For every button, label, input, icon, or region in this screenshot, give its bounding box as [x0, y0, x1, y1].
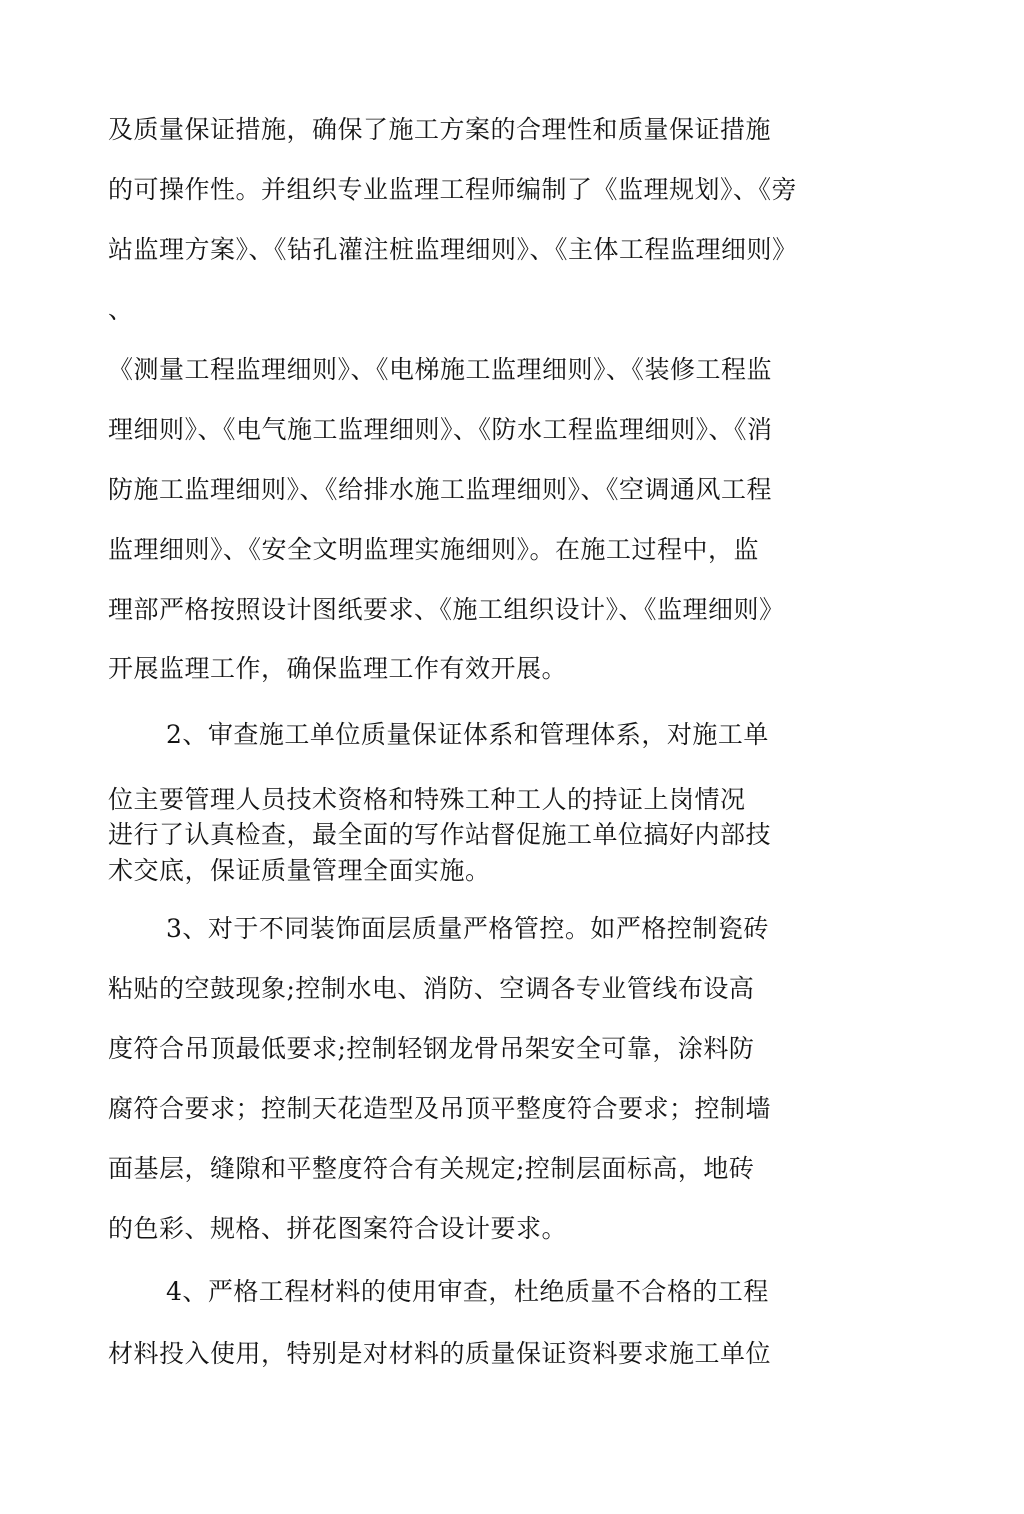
text-line-14: 术交底，保证质量管理全面实施。 [108, 856, 491, 885]
text-line-3: 站监理方案》、《钻孔灌注桩监理细则》、《主体工程监理细则》 [108, 235, 798, 264]
text-line-5: 《测量工程监理细则》、《电梯施工监理细则》、《装修工程监 [108, 355, 773, 384]
text-line-6: 理细则》、《电气施工监理细则》、《防水工程监理细则》、《消 [108, 415, 773, 444]
text-line-2: 的可操作性。并组织专业监理工程师编制了《监理规划》、《旁 [108, 175, 798, 204]
paragraph-3-start: 3、对于不同装饰面层质量严格管控。如严格控制瓷砖 [166, 914, 769, 943]
text-line-17: 度符合吊顶最低要求;控制轻钢龙骨吊架安全可靠，涂料防 [108, 1034, 755, 1063]
text-line-16: 粘贴的空鼓现象;控制水电、消防、空调各专业管线布设高 [108, 974, 755, 1003]
text-line-10: 开展监理工作，确保监理工作有效开展。 [108, 654, 568, 683]
text-line-7: 防施工监理细则》、《给排水施工监理细则》、《空调通风工程 [108, 475, 773, 504]
text-line-8: 监理细则》、《安全文明监理实施细则》。在施工过程中，监 [108, 535, 760, 564]
paragraph-4-start: 4、严格工程材料的使用审查，杜绝质量不合格的工程 [166, 1277, 769, 1306]
text-line-22: 材料投入使用，特别是对材料的质量保证资料要求施工单位 [108, 1339, 772, 1368]
text-line-20: 的色彩、规格、拼花图案符合设计要求。 [108, 1214, 568, 1243]
text-line-13: 进行了认真检查，最全面的写作站督促施工单位搞好内部技 [108, 820, 772, 849]
text-line-1: 及质量保证措施，确保了施工方案的合理性和质量保证措施 [108, 115, 772, 144]
text-line-19: 面基层，缝隙和平整度符合有关规定;控制层面标高，地砖 [108, 1154, 755, 1183]
text-line-9: 理部严格按照设计图纸要求、《施工组织设计》、《监理细则》 [108, 595, 785, 624]
text-line-12: 位主要管理人员技术资格和特殊工种工人的持证上岗情况 [108, 785, 746, 814]
text-line-4: 、 [108, 295, 134, 324]
paragraph-2-start: 2、审查施工单位质量保证体系和管理体系，对施工单 [166, 720, 769, 749]
text-line-18: 腐符合要求；控制天花造型及吊顶平整度符合要求；控制墙 [108, 1094, 772, 1123]
